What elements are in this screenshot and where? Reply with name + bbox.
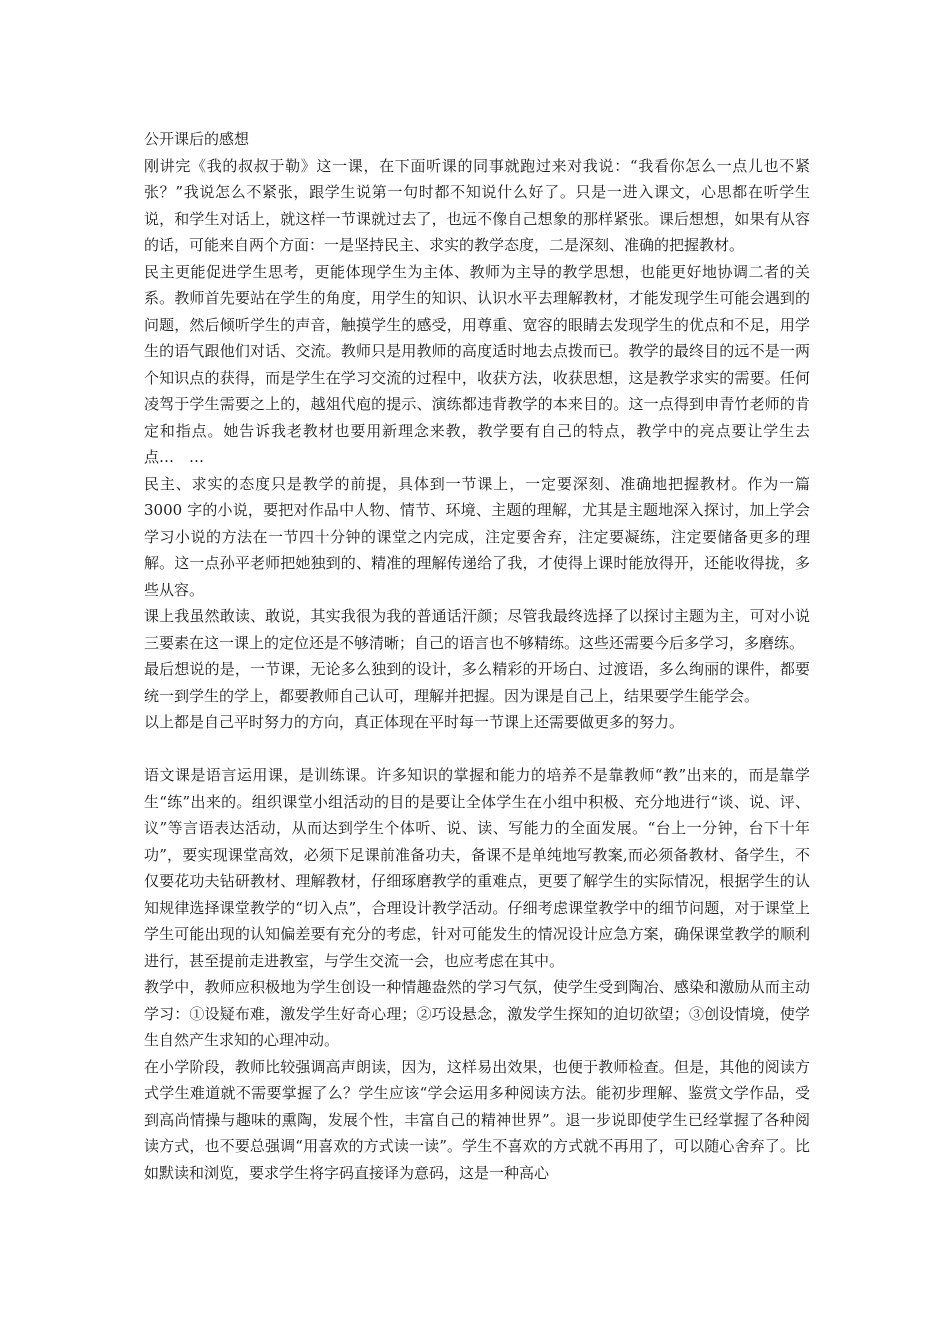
document-page bbox=[144, 126, 810, 1186]
paragraph-3: 民主、求实的态度只是教学的前提，具体到一节课上，一定要深刻、准确地把握教材。作为一篇 3000 字的小说，要把对作品中人物、情节、环境、主题的理解，尤其是主题地深入探讨，加上学会学习小说的方法在一节四十分钟的课堂之内完成，注定要舍弃，注定要凝练，注定要储备更多的理解。这一点孙平老师把她独到的、精准的理解传递给了我，才使得上课时能放得开，还能收得拢，多些从容。 bbox=[144, 474, 810, 599]
paragraph-1: 刚讲完《我的叔叔于勒》这一课，在下面听课的同事就跑过来对我说：“我看你怎么一点儿也不紧张？”我说怎么不紧张，跟学生说第一句时都不知说什么好了。只是一进入课文，心思都在听学生说，和学生对话上，就这样一节课就过去了，也远不像自己想象的那样紧张。课后想想，如果有从容的话，可能来自两个方面：一是坚持民主、求实的教学态度，二是深刻、准确的把握教材。 bbox=[144, 156, 810, 254]
paragraph-2: 民主更能促进学生思考，更能体现学生为主体、教师为主导的教学思想，也能更好地协调二者的关系。教师首先要站在学生的角度，用学生的知识、认识水平去理解教材，才能发现学生可能会遇到的问题，然后倾听学生的声音，触摸学生的感受，用尊重、宽容的眼睛去发现学生的优点和不足，用学生的语气跟他们对话、交流。教师只是用教师的高度适时地去点拨而已。教学的最终目的远不是一两个知识点的获得，而是学生在学习交流的过程中，收获方法，收获思想，这是教学求实的需要。任何凌驾于学生需要之上的，越俎代庖的提示、演练都违背教学的本来目的。这一点得到申青竹老师的肯定和指点。她告诉我老教材也要用新理念来教，教学要有自己的特点，教学中的亮点要让学生去点… … bbox=[144, 262, 810, 466]
paragraph-4: 课上我虽然敢读、敢说，其实我很为我的普通话汗颜；尽管我最终选择了以探讨主题为主，可对小说三要素在这一课上的定位还是不够清晰；自己的语言也不够精练。这些还需要今后多学习，多磨练。 bbox=[144, 607, 810, 652]
paragraph-5: 最后想说的是，一节课，无论多么独到的设计，多么精彩的开场白、过渡语，多么绚丽的课件，都要统一到学生的学上，都要教师自己认可，理解并把握。因为课是自己上，结果要学生能学会。 bbox=[144, 660, 810, 705]
paragraph-8: 教学中，教师应积极地为学生创设一种情趣盎然的学习气氛，使学生受到陶冶、感染和激励从而主动学习：①设疑布难，激发学生好奇心理；②巧设悬念，激发学生探知的迫切欲望；③创设情境，使学生自然产生求知的心理冲动。 bbox=[144, 978, 810, 1049]
paragraph-6: 以上都是自己平时努力的方向，真正体现在平时每一节课上还需要做更多的努力。 bbox=[144, 713, 685, 731]
document-title: 公开课后的感想 bbox=[144, 130, 250, 148]
paragraph-7: 语文课是语言运用课，是训练课。许多知识的掌握和能力的培养不是靠教师“教”出来的，而是靠学生“练”出来的。组织课堂小组活动的目的是要让全体学生在小组中积极、充分地进行“谈、说、评、议”等言语表达活动，从而达到学生个体听、说、读、写能力的全面发展。“台上一分钟，台下十年功”，要实现课堂高效，必须下足课前准备功夫，备课不是单纯地写教案,而必须备教材、备学生，不仅要花功夫钻研教材、理解教材，仔细琢磨教学的重难点，更要了解学生的实际情况，根据学生的认知规律选择课堂教学的“切入点”，合理设计教学活动。仔细考虑课堂教学中的细节问题，对于课堂上学生可能出现的认知偏差要有充分的考虑，针对可能发生的情况设计应急方案，确保课堂教学的顺利进行，甚至提前走进教室，与学生交流一会，也应考虑在其中。 bbox=[144, 766, 810, 970]
paragraph-9: 在小学阶段，教师比较强调高声朗读，因为，这样易出效果，也便于教师检查。但是，其他的阅读方式学生难道就不需要掌握了么？学生应该“学会运用多种阅读方法。能初步理解、鉴赏文学作品，受到高尚情操与趣味的熏陶，发展个性，丰富自己的精神世界”。退一步说即使学生已经掌握了各种阅读方式，也不要总强调“用喜欢的方式读一读”。学生不喜欢的方式就不再用了，可以随心舍弃了。比如默读和浏览，要求学生将字码直接译为意码，这是一种高心 bbox=[144, 1057, 810, 1182]
blank-line bbox=[144, 736, 810, 763]
